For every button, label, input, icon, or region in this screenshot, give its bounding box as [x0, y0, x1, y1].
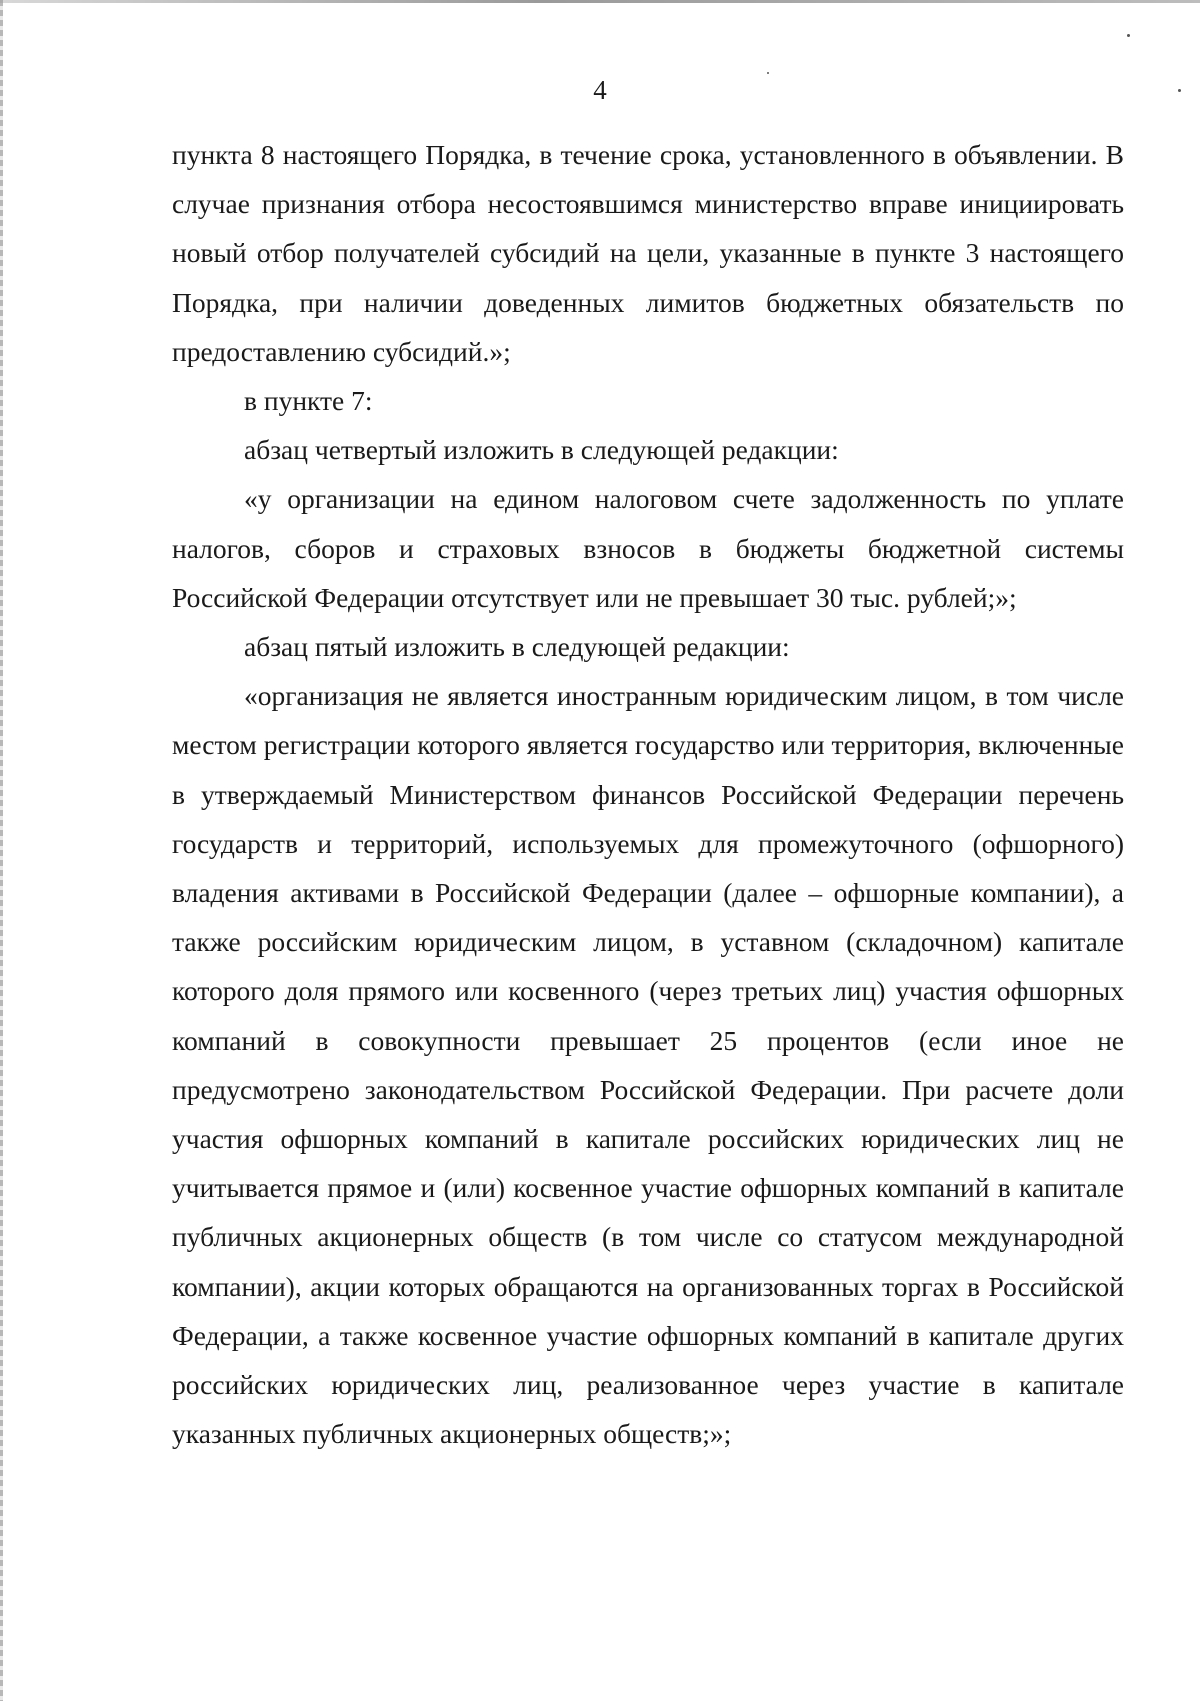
paragraph-fourth-text: «у организации на едином налоговом счете задолженность по уплате налогов, сборов и страховых взносов в бюджеты бюджетной системы Российской Федерации отсутствует или не превышает 30 тыс. рублей;»;	[172, 483, 1124, 613]
scan-speck	[1127, 34, 1130, 37]
paragraph-fifth-text: «организация не является иностранным юридическим лицом, в том числе местом регистрации которого является государство или территория, включенные в утверждаемый Министерством финансов Российской Федерации перечень государств и территорий, используемых для промежуточного (офшорного) владения активами в Российской Федерации (далее – офшорные компании), а также российским юридическим лицом, в уставном (складочном) капитале которого доля прямого или косвенного (через третьих лиц) участия офшорных компаний в совокупности превышает 25 процентов (если иное не предусмотрено законодательством Российской Федерации. При расчете доли участия офшорных компаний в капитале российских юридических лиц не учитывается прямое и (или) косвенное участие офшорных компаний в капитале публичных акционерных обществ (в том числе со статусом международной компании), акции которых обращаются на организованных торгах в Российской Федерации, а также косвенное участие офшорных компаний в капитале других российских юридических лиц, реализованное через участие в капитале указанных публичных акционерных обществ;»;	[172, 680, 1124, 1450]
document-body	[172, 130, 1124, 1458]
paragraph-point-7: в пункте 7:	[244, 385, 373, 417]
scan-edge-left	[0, 0, 3, 1701]
paragraph-fifth-intro: абзац пятый изложить в следующей редакции:	[244, 631, 790, 663]
paragraph-continuation: пункта 8 настоящего Порядка, в течение срока, установленного в объявлении. В случае признания отбора несостоявшимся министерство вправе инициировать новый отбор получателей субсидий на цели, указанные в пункте 3 настоящего Порядка, при наличии доведенных лимитов бюджетных обязательств по предоставлению субсидий.»;	[172, 139, 1124, 367]
page-number: 4	[593, 75, 607, 105]
scan-edge-top	[0, 0, 1200, 3]
paragraph-fourth-intro: абзац четвертый изложить в следующей редакции:	[244, 434, 839, 466]
